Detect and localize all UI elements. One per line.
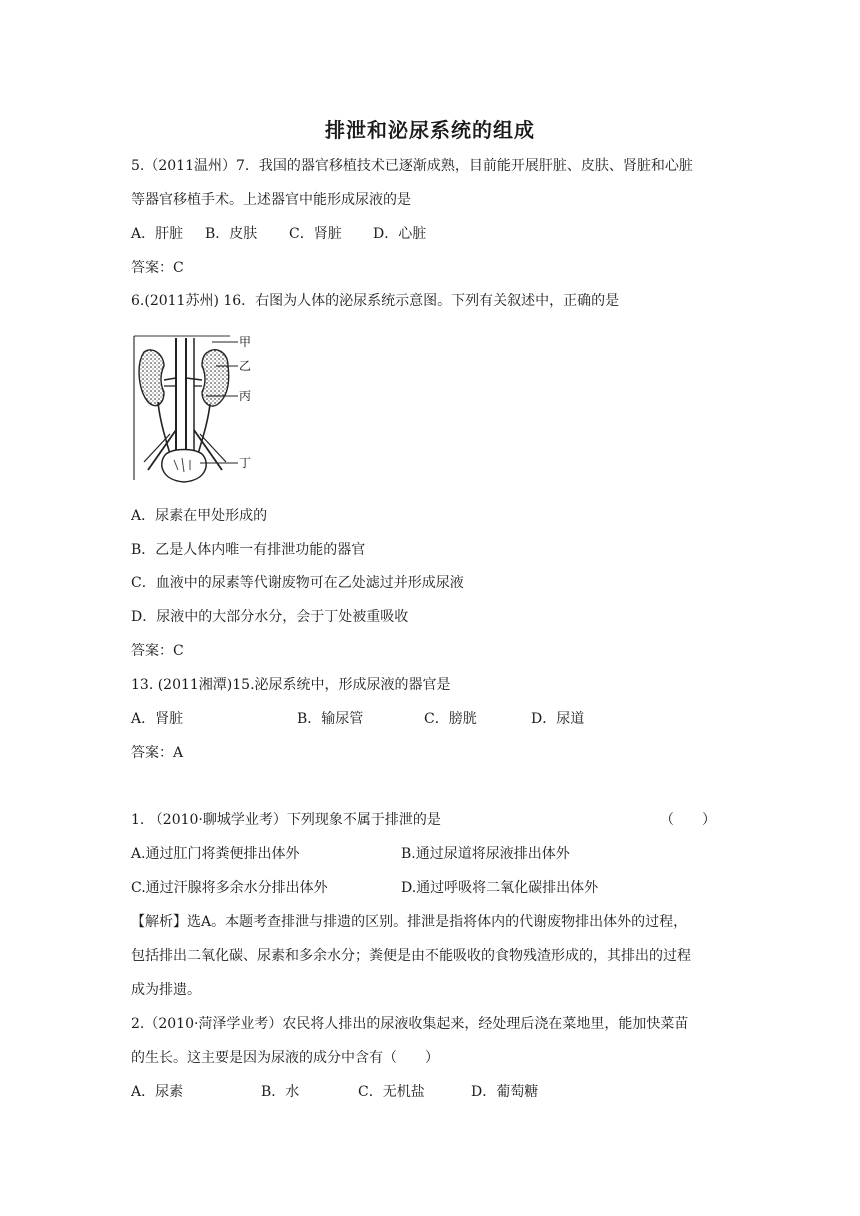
q1-analysis-line3: 成为排遗。 [131,982,201,998]
q2-option-c: C．无机盐 [358,1084,425,1100]
label-yi: 乙 [239,359,252,373]
right-kidney-shape [202,350,229,406]
q2-stem-line2: 的生长。这主要是因为尿液的成分中含有（ ） [131,1050,439,1066]
q6-stem: 6.(2011苏州) 16．右图为人体的泌尿系统示意图。下列有关叙述中，正确的是 [131,293,620,309]
q2-option-a: A．尿素 [131,1084,184,1100]
q1-option-c: C.通过汗腺将多余水分排出体外 [131,880,328,896]
q1-stem: 1. （2010·聊城学业考）下列现象不属于排泄的是 [131,812,441,828]
q13-option-d: D．尿道 [531,711,585,727]
page-title: 排泄和泌尿系统的组成 [325,118,535,142]
q1-option-a: A.通过肛门将粪便排出体外 [131,846,300,862]
q6-option-c: C．血液中的尿素等代谢废物可在乙处滤过并形成尿液 [131,575,464,591]
q2-option-b: B．水 [261,1084,300,1100]
q5-option-a: A．肝脏 [131,226,184,242]
bladder-shape [162,450,206,483]
q1-answer-bracket: （ ） [660,812,716,828]
q13-option-a: A．肾脏 [131,711,184,727]
q5-option-c: C．肾脏 [289,226,342,242]
q13-option-b: B．输尿管 [297,711,364,727]
q13-option-c: C．膀胱 [424,711,477,727]
q1-options-row2 [131,878,598,898]
q5-option-b: B．皮肤 [205,226,258,242]
q6-option-b: B．乙是人体内唯一有排泄功能的器官 [131,542,366,558]
q1-analysis-line1: 【解析】选A。本题考查排泄与排遗的区别。排泄是指将体内的代谢废物排出体外的过程， [131,914,688,930]
q13-stem: 13. (2011湘潭)15.泌尿系统中，形成尿液的器官是 [131,677,451,693]
q2-stem-line1: 2.（2010·菏泽学业考）农民将人排出的尿液收集起来，经处理后浇在菜地里，能加快菜苗 [131,1016,689,1032]
q5-stem-line2: 等器官移植手术。上述器官中能形成尿液的是 [131,192,411,208]
q5-stem-line1: 5.（2011温州）7．我国的器官移植技术已逐渐成熟，目前能开展肝脏、皮肤、肾脏和心脏 [131,158,693,174]
q1-analysis-line2: 包括排出二氧化碳、尿素和多余水分；粪便是由不能吸收的食物残渣形成的，其排出的过程 [131,948,691,964]
q1-options-row1 [131,844,570,864]
q5-option-d: D．心脏 [373,226,427,242]
q13-options [131,709,584,729]
q5-options [131,224,426,244]
q2-option-d: D．葡萄糖 [471,1084,539,1100]
q1-option-d: D.通过呼吸将二氧化碳排出体外 [401,880,599,896]
left-kidney-shape [139,350,164,406]
q13-answer: 答案：A [131,745,184,761]
q6-answer: 答案：C [131,643,184,659]
urinary-system-diagram [130,330,258,486]
q5-answer: 答案：C [131,260,184,276]
label-jia: 甲 [239,335,252,349]
q6-option-a: A．尿素在甲处形成的 [131,508,268,524]
label-bing: 丙 [239,389,252,403]
q2-options [131,1082,538,1102]
q6-option-d: D．尿液中的大部分水分，会于丁处被重吸收 [131,609,409,625]
q1-option-b: B.通过尿道将尿液排出体外 [401,846,570,862]
label-ding: 丁 [239,456,252,470]
